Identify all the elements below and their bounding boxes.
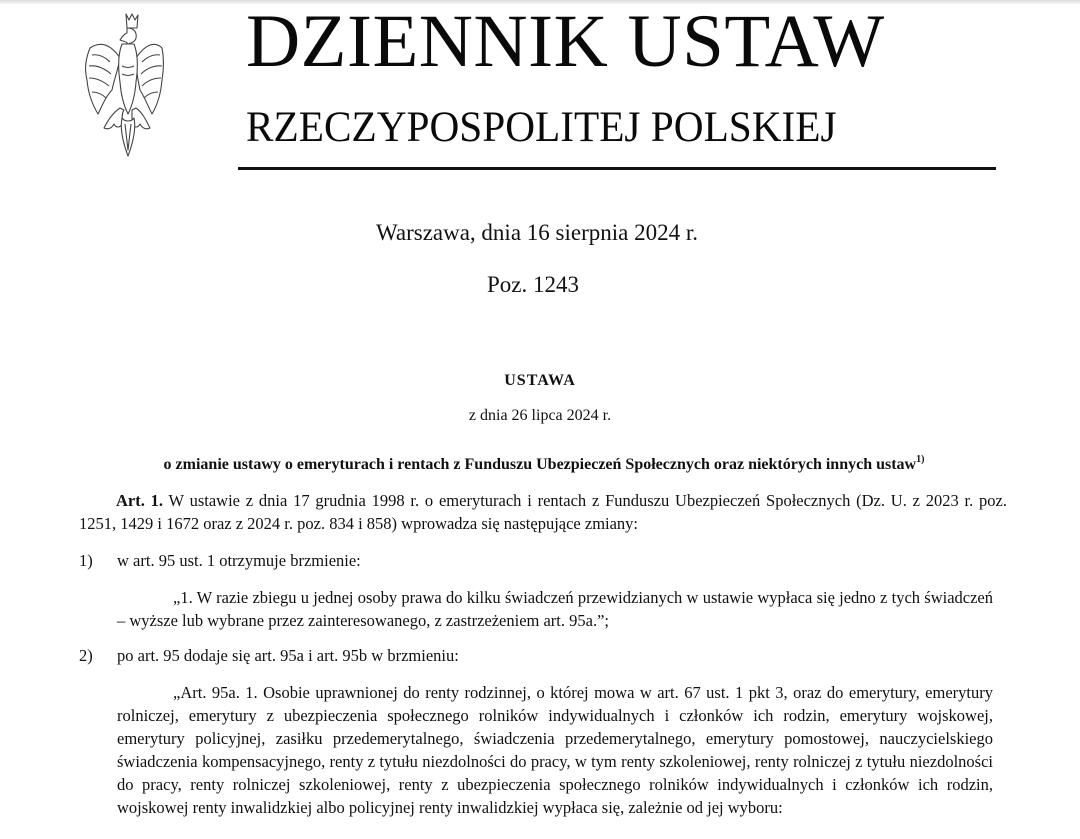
publication-place-date (0, 215, 1077, 251)
point-number: 2) (79, 646, 93, 665)
journal-title: DZIENNIK USTAW (246, 0, 885, 83)
amendment-quote: „1. W razie zbiegu u jednej osoby prawa do kilku świadczeń przewidzianych w ustawie wypłaca się jedno z tych świadczeń – wyższe lub wybrane przez zainteresowanego, z zastrzeżeniem art. 95a.”; (117, 588, 993, 630)
act-type-heading: USTAWA (504, 372, 576, 389)
amendment-point (79, 644, 1007, 667)
place-date-text: Warszawa, dnia 16 sierpnia 2024 r. (376, 220, 698, 245)
point-text: po art. 95 dodaje się art. 95a i art. 95b w brzmieniu: (117, 646, 459, 665)
amendment-quote: „Art. 95a. 1. Osobie uprawnionej do renty rodzinnej, o której mowa w art. 67 ust. 1 pkt 3, oraz do emerytury, emerytury rolniczej, emerytury z ubezpieczenia społecznego rolników indywidualnych i członków ich rodzin, emerytury wojskowej, emerytury policyjnej, zasiłku przedemerytalnego, świadczenia przedemerytalnego, emerytury pomostowej, nauczycielskiego świadczenia kompensacyjnego, renty z tytułu niezdolności do pracy, w tym renty szkoleniowej, renty rolniczej z tytułu niezdolności do pracy, renty rolniczej szkoleniowej, renty z ubezpieczenia społecznego rolników indywidualnych i członków ich rodzin, wojskowej renty inwalidzkiej albo policyjnej renty inwalidzkiej wypłaca się, zależnie od jej wyboru: (117, 683, 993, 817)
journal-subtitle: RZECZYPOSPOLITEJ POLSKIEJ (246, 104, 837, 151)
article-1-intro (79, 489, 1007, 535)
act-title-text: o zmianie ustawy o emeryturach i rentach z Funduszu Ubezpieczeń Społecznych oraz niektórych innych ustaw (163, 456, 917, 473)
point-text: w art. 95 ust. 1 otrzymuje brzmienie: (117, 551, 361, 570)
article-label: Art. 1. (116, 491, 164, 510)
header-divider (238, 167, 996, 170)
publication-position (0, 267, 1073, 303)
position-text: Poz. 1243 (487, 272, 579, 297)
amendment-point (79, 549, 1007, 572)
act-date: z dnia 26 lipca 2024 r. (468, 407, 612, 424)
footnote-reference[interactable]: 1) (916, 454, 925, 465)
point-number: 1) (79, 551, 93, 570)
article-text: W ustawie z dnia 17 grudnia 1998 r. o emeryturach i rentach z Funduszu Ubezpieczeń Społecznych (Dz. U. z 2023 r. poz. 1251, 1429 i 1672 oraz z 2024 r. poz. 834 i 858) wprowadza się następujące zmiany: (79, 491, 1007, 533)
polish-white-eagle-emblem-icon (84, 10, 164, 165)
act-title (4, 449, 1080, 476)
